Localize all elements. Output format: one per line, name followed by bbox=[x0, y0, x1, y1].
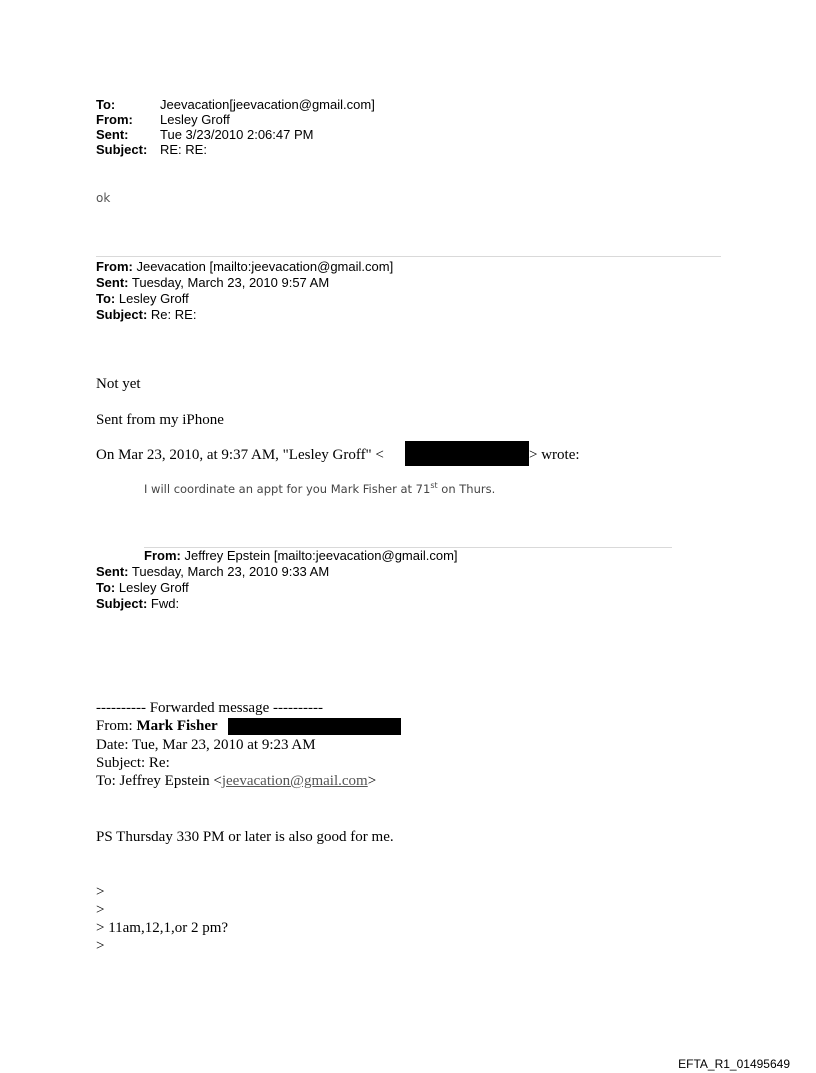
header-sent-label: Sent: bbox=[96, 127, 129, 142]
forwarded-to-suffix: > bbox=[367, 773, 377, 789]
forwarded-to-prefix: To: Jeffrey Epstein < bbox=[96, 773, 222, 789]
header-from-value: Lesley Groff bbox=[160, 112, 230, 127]
wrote-line-suffix: > wrote: bbox=[529, 447, 580, 463]
ps-line: PS Thursday 330 PM or later is also good for me. bbox=[96, 829, 394, 845]
quoted1-subject-label: Subject: bbox=[96, 307, 148, 322]
quoted2-to-row bbox=[96, 580, 329, 596]
quoted2-to-label: To: bbox=[96, 580, 116, 595]
inner-message bbox=[144, 482, 495, 496]
quoted1-subject-row bbox=[96, 307, 393, 323]
redaction-bar bbox=[228, 718, 401, 735]
quoted2-sent-row bbox=[96, 564, 329, 580]
forwarded-from-prefix: From: bbox=[96, 718, 137, 734]
email-header bbox=[96, 97, 516, 161]
body-not-yet: Not yet bbox=[96, 376, 141, 392]
quoted1-from-row bbox=[96, 259, 393, 275]
forwarded-from-line bbox=[96, 717, 218, 735]
quoted1-from-value: Jeevacation [mailto:jeevacation@gmail.com] bbox=[136, 259, 394, 274]
forwarded-date-line: Date: Tue, Mar 23, 2010 at 9:23 AM bbox=[96, 737, 316, 753]
quoted1-sent-label: Sent: bbox=[96, 275, 129, 290]
header-to-value: Jeevacation[jeevacation@gmail.com] bbox=[160, 97, 375, 112]
quoted1-from-label: From: bbox=[96, 259, 133, 274]
quoted1-to-label: To: bbox=[96, 291, 116, 306]
quoted2-from-row bbox=[144, 548, 458, 564]
quoted2-subject-value: Fwd: bbox=[150, 596, 180, 611]
quoted1-subject-value: Re: RE: bbox=[150, 307, 197, 322]
quoted-header-2 bbox=[96, 564, 329, 612]
quoted2-subject-row bbox=[96, 596, 329, 612]
quote-line: > bbox=[96, 938, 105, 954]
quoted-header-1 bbox=[96, 259, 393, 323]
quote-line: > 11am,12,1,or 2 pm? bbox=[96, 920, 229, 936]
header-to-label: To: bbox=[96, 97, 116, 112]
quoted2-subject-label: Subject: bbox=[96, 596, 148, 611]
forwarded-separator: ---------- Forwarded message ---------- bbox=[96, 700, 323, 716]
forwarded-from-name: Mark Fisher bbox=[136, 718, 218, 734]
body-sent-from-iphone: Sent from my iPhone bbox=[96, 412, 224, 428]
header-from-label: From: bbox=[96, 112, 133, 127]
header-subject-value: RE: RE: bbox=[160, 142, 207, 157]
quoted2-to-value: Lesley Groff bbox=[118, 580, 189, 595]
wrote-line-prefix: On Mar 23, 2010, at 9:37 AM, "Lesley Groff" < bbox=[96, 447, 384, 463]
header-from-row bbox=[96, 112, 516, 128]
quoted1-sent-value: Tuesday, March 23, 2010 9:57 AM bbox=[131, 275, 330, 290]
quoted1-to-row bbox=[96, 291, 393, 307]
header-sent-value: Tue 3/23/2010 2:06:47 PM bbox=[160, 127, 314, 142]
reply-body: ok bbox=[96, 191, 111, 205]
inner-message-text: I will coordinate an appt for you Mark Fisher at 71 bbox=[144, 482, 431, 496]
header-to-row bbox=[96, 97, 516, 113]
forwarded-to-email-link[interactable]: jeevacation@gmail.com bbox=[221, 773, 368, 789]
inner-message-tail: on Thurs. bbox=[437, 482, 496, 496]
quoted1-to-value: Lesley Groff bbox=[118, 291, 189, 306]
separator-line bbox=[96, 256, 721, 257]
inner-message-superscript: st bbox=[430, 481, 438, 491]
document-id: EFTA_R1_01495649 bbox=[678, 1057, 790, 1071]
header-subject-row bbox=[96, 142, 516, 158]
quoted1-sent-row bbox=[96, 275, 393, 291]
forwarded-subject-line: Subject: Re: bbox=[96, 755, 170, 771]
forwarded-to-line bbox=[96, 772, 376, 790]
quote-line: > bbox=[96, 902, 105, 918]
header-subject-label: Subject: bbox=[96, 142, 148, 157]
quote-line: > bbox=[96, 884, 105, 900]
header-sent-row bbox=[96, 127, 516, 143]
quoted2-from-value: Jeffrey Epstein [mailto:jeevacation@gmail.com] bbox=[184, 548, 458, 563]
quoted2-sent-label: Sent: bbox=[96, 564, 129, 579]
redaction-bar bbox=[405, 441, 529, 466]
quoted2-from-label: From: bbox=[144, 548, 181, 563]
quoted2-sent-value: Tuesday, March 23, 2010 9:33 AM bbox=[131, 564, 330, 579]
